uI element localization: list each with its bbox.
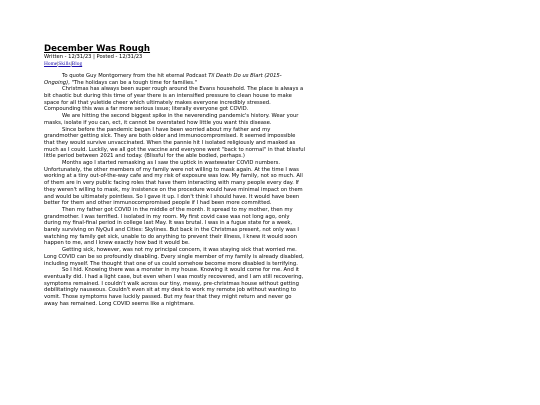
paragraph: Months ago I started remasking as I saw the uptick in wastewater COVID numbers. Unfortunately, the other members of my family were not willing to mask again. At the time I was working at a tiny out-of-the-way cafe and my risk of exposure was low. My family, not so much. All of them are in very public facing roles that have them interacting with many people every day. If they weren't willing to mask, my insistence on the procedure would have minimal impact on them and would be ultimately pointless. So I gave it up. I don't think I should have. It would have been better for them and other immunocompromised people if I had been more committed.: [44, 160, 303, 207]
paragraph: Getting sick, however, was not my principal concern, it was staying sick that worried me. Long COVID can be so profoundly disabling. Every single member of my family is already disabled, including myself. The thought that one of us could somehow become more disabled is terrifying.: [44, 247, 304, 267]
article-body: [44, 73, 306, 308]
podcast-title: Til Death Do us Blart (2015-Ongoing): [44, 72, 282, 86]
paragraph: We are hitting the second biggest spike in the neverending pandemic's history. Wear your masks, isolate if you can, ect, it cannot be overstated how little you want this disease.: [44, 113, 299, 126]
nav-links: [44, 61, 306, 68]
intro-text: To quote Guy Montgomery from the hit eternal Podcast: [62, 72, 209, 79]
nav-separator: |: [57, 61, 59, 68]
paragraph: So I hid. Knowing there was a monster in my house. Knowing it would come for me. And it eventually did. I had a light case, but even when I was mostly recovered, and I am still recovering, symptoms remained. I couldn't walk across our tiny, messy, pre-christmas house without getting debilitatingly nauseous. Couldn't even sit at my desk to work my remote job without wanting to vomit. Those symptoms have luckily passed. But my fear that they might return and never go away has remained. Long COVID seems like a nightmare.: [44, 267, 304, 307]
paragraph: Then my father got COVID in the middle of the month. It spread to my mother, then my grandmother. I was terrified. I isolated in my room. My first covid case was not long ago, only during my final-final period in college last May. It was brutal. I was in a fugue state for a week, barely surviving on NyQuil and Cities: Skylines. But back in the Christmas present, not only was I watching my family get sick, unable to do anything to prevent their illness, I knew it would soon happen to me, and I knew exactly how bad it would be.: [44, 206, 299, 247]
paragraph: Since before the pandemic began I have been worried about my father and my grandmother getting sick. They are both older and immunocompromised. It seemed impossible that they would survive unvaccinated. When the pannie hit I isolated religiously and masked as much as I could. Luckily, we all got the vaccine and everyone went "back to normal" in that blissful little period between 2021 and today. (Blissful for the able bodied, perhaps.): [44, 126, 306, 160]
intro-quote: , "The holidays can be a tough time for families.": [68, 79, 198, 86]
paragraph: Christmas has always been super rough around the Evans household. The place is always a bit chaotic but during this time of year there is an intensified pressure to clean house to make space for all that yuletide cheer which ultimately makes everyone incredibly stressed. Compounding this was a far more serious issue; literally everyone got COVID.: [44, 86, 304, 113]
nav-skills-link[interactable]: Skills: [58, 61, 71, 68]
paragraph-intro: [44, 73, 306, 86]
nav-home-link[interactable]: Home: [44, 61, 58, 68]
blog-post: [44, 44, 306, 308]
post-meta: Written - 12/31/23 | Posted - 12/31/23: [44, 54, 143, 60]
nav-blog-link[interactable]: Blog: [71, 61, 83, 68]
post-title: December Was Rough: [44, 44, 151, 54]
nav-separator: |: [70, 61, 72, 68]
